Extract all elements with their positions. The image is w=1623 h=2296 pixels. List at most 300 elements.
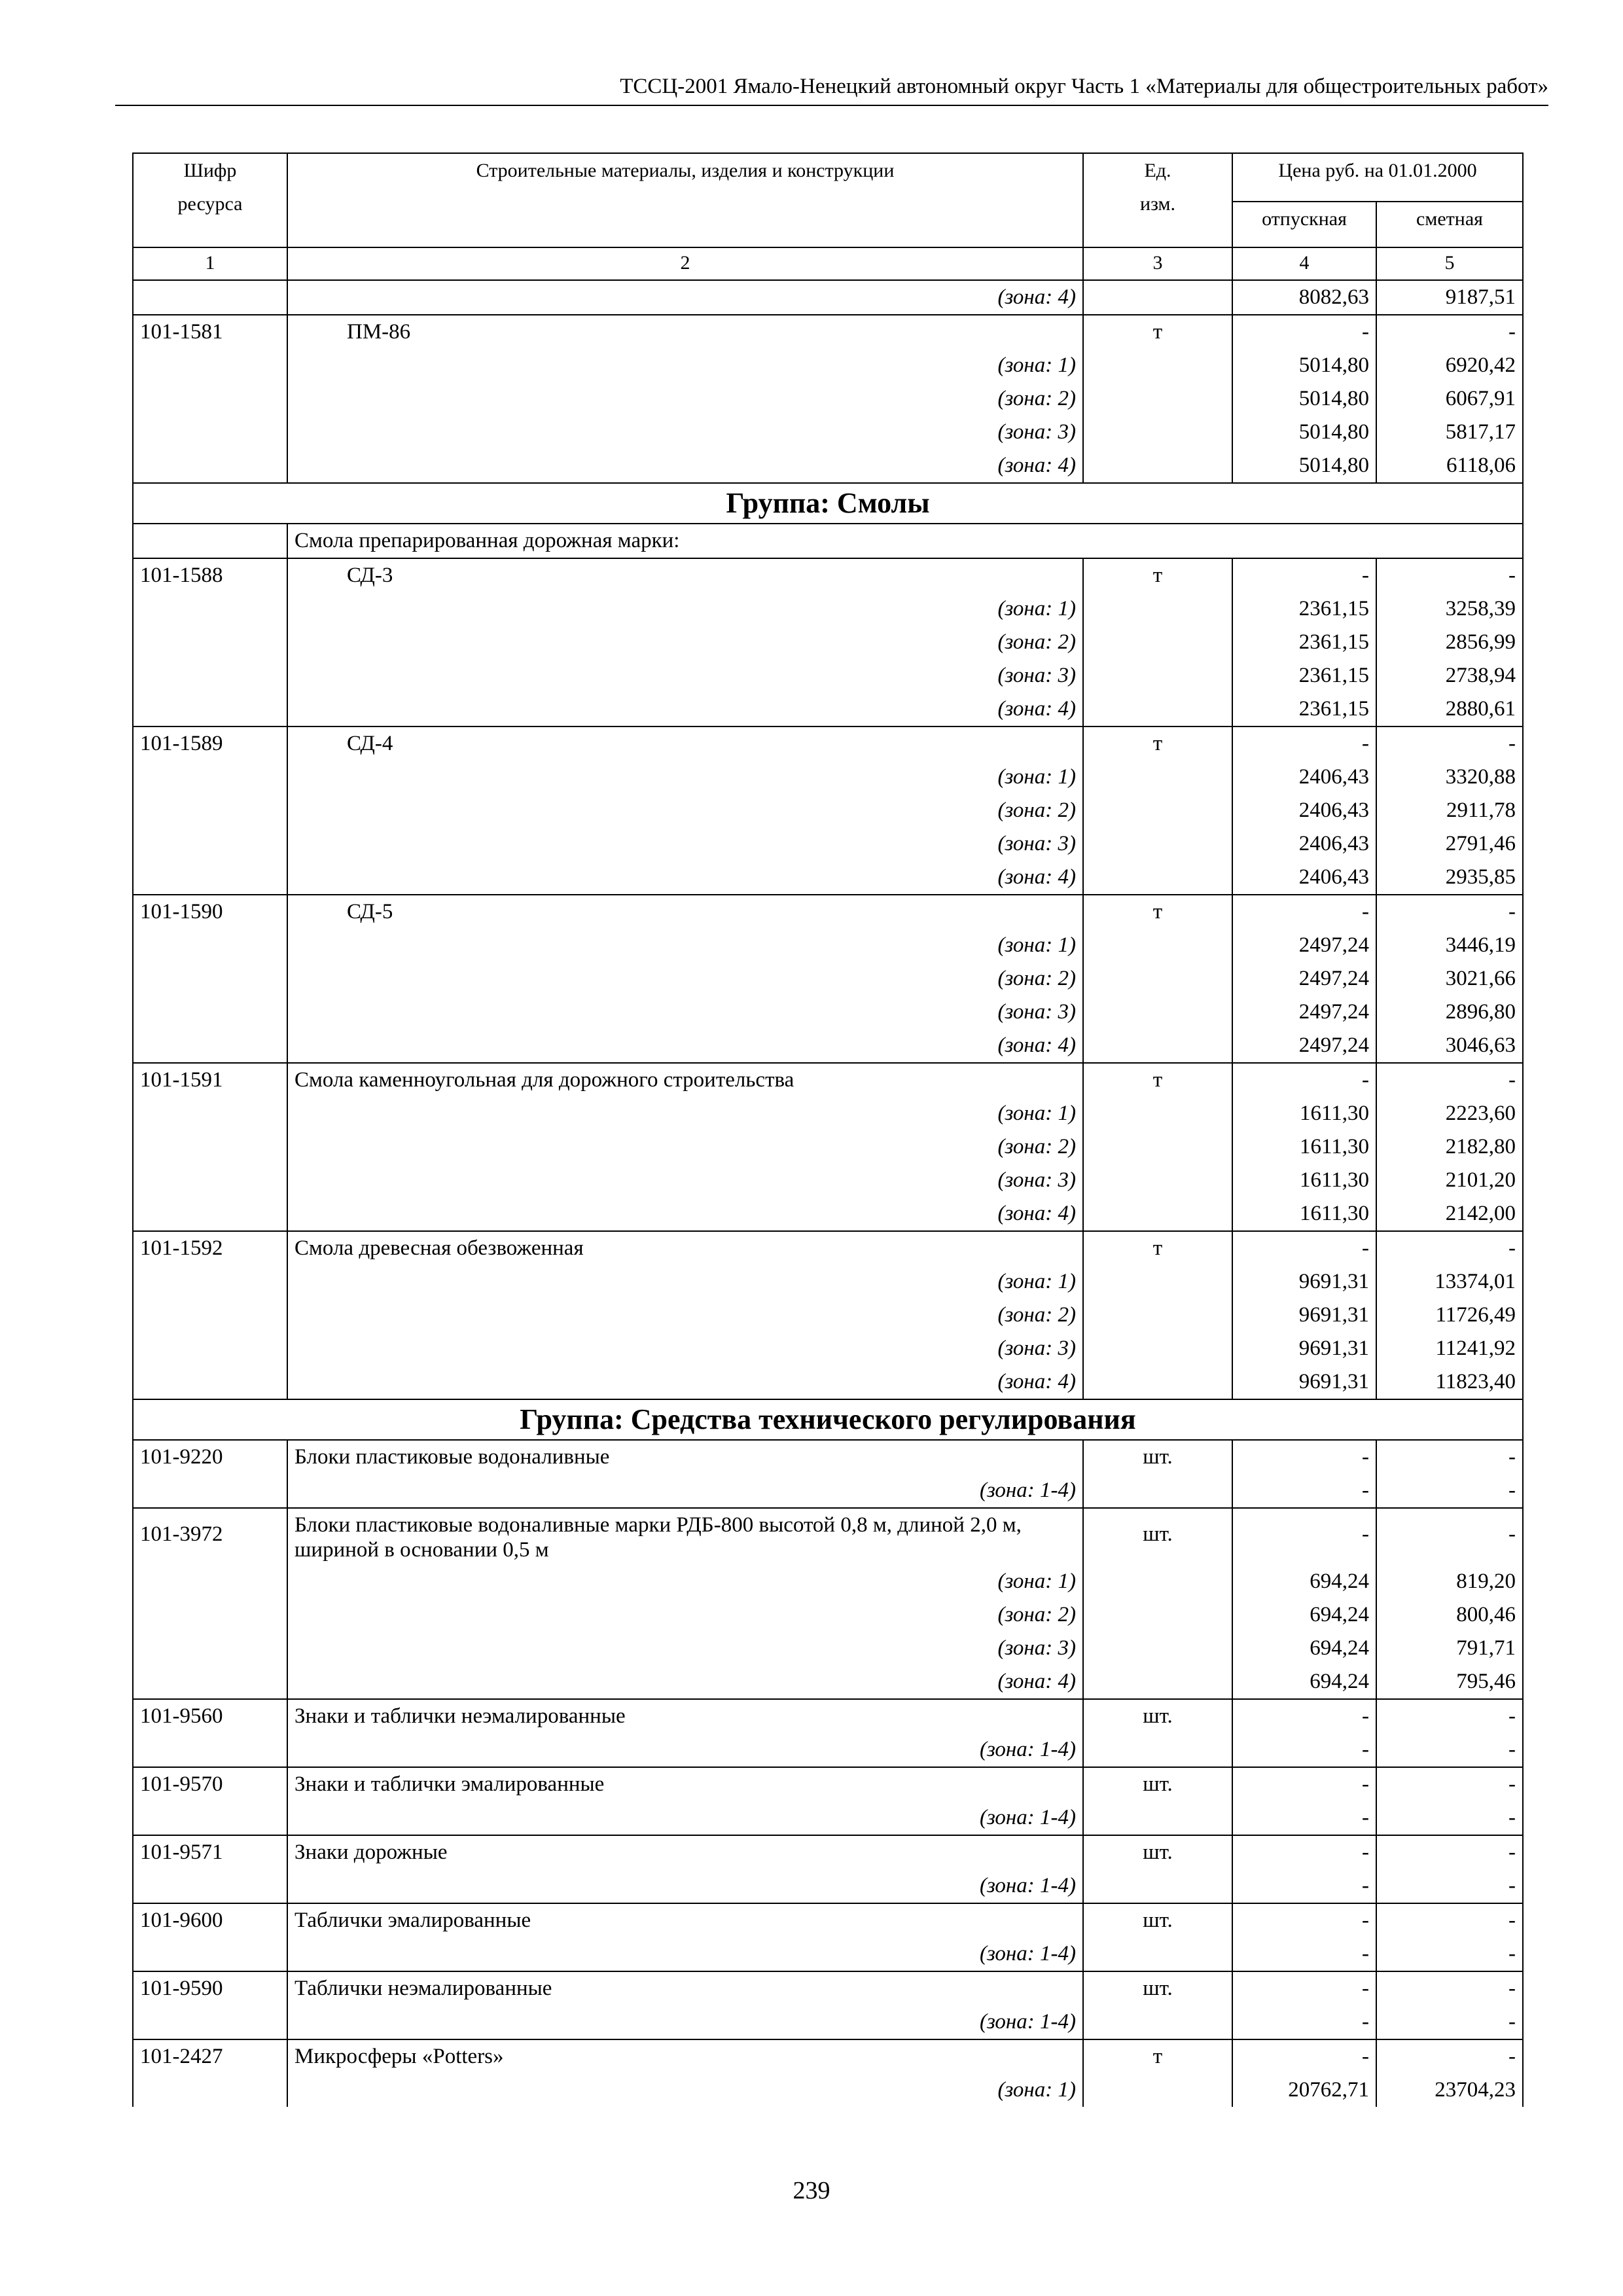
material-name	[287, 726, 1083, 761]
resource-code	[133, 2073, 287, 2107]
resource-code	[133, 1097, 287, 1130]
zone-label: (зона: 1)	[287, 592, 1083, 626]
estimate-price: 3320,88	[1376, 761, 1523, 794]
estimate-price: 3021,66	[1376, 962, 1523, 996]
unit	[1083, 962, 1232, 996]
resource-code	[133, 827, 287, 861]
release-price: 8082,63	[1232, 280, 1376, 315]
unit: т	[1083, 895, 1232, 929]
unit	[1083, 1029, 1232, 1063]
material-name	[287, 558, 1083, 592]
zone-label: (зона: 1-4)	[287, 1801, 1083, 1835]
table-row	[133, 1903, 1523, 1937]
unit	[1083, 1299, 1232, 1332]
estimate-price: 6920,42	[1376, 349, 1523, 382]
unit	[1083, 692, 1232, 726]
zone-row	[133, 1598, 1523, 1632]
zone-row	[133, 1869, 1523, 1903]
resource-code	[133, 1332, 287, 1365]
resource-code	[133, 1197, 287, 1231]
resource-code	[133, 1164, 287, 1197]
material-name: Знаки и таблички эмалированные	[287, 1767, 1083, 1801]
estimate-price: 819,20	[1376, 1565, 1523, 1598]
release-price: 2361,15	[1232, 592, 1376, 626]
release-price: 2361,15	[1232, 692, 1376, 726]
release-price: -	[1232, 1869, 1376, 1903]
material-name	[287, 895, 1083, 929]
release-price: 694,24	[1232, 1665, 1376, 1699]
zone-label: (зона: 1-4)	[287, 2005, 1083, 2039]
unit	[1083, 1265, 1232, 1299]
group-heading-row	[133, 1399, 1523, 1440]
unit: шт.	[1083, 1440, 1232, 1474]
col-header-estimate-price: сметная	[1376, 202, 1523, 247]
unit	[1083, 1801, 1232, 1835]
estimate-price: -	[1376, 1508, 1523, 1565]
zone-label: (зона: 2)	[287, 1598, 1083, 1632]
unit	[1083, 1937, 1232, 1971]
resource-code: 101-9220	[133, 1440, 287, 1474]
unit: т	[1083, 726, 1232, 761]
release-price: -	[1232, 558, 1376, 592]
unit	[1083, 1665, 1232, 1699]
zone-row	[133, 1632, 1523, 1665]
material-name: Блоки пластиковые водоналивные	[287, 1440, 1083, 1474]
unit	[1083, 592, 1232, 626]
estimate-price: -	[1376, 895, 1523, 929]
unit	[1083, 416, 1232, 449]
release-price: 2361,15	[1232, 626, 1376, 659]
zone-label: (зона: 2)	[287, 1299, 1083, 1332]
resource-code: 101-9560	[133, 1699, 287, 1733]
col-number: 2	[287, 247, 1083, 280]
release-price: -	[1232, 2005, 1376, 2039]
zone-row	[133, 1164, 1523, 1197]
estimate-price: 13374,01	[1376, 1265, 1523, 1299]
zone-row	[133, 349, 1523, 382]
release-price: -	[1232, 1835, 1376, 1869]
col-header-price: Цена руб. на 01.01.2000	[1232, 153, 1523, 202]
unit	[1083, 794, 1232, 827]
unit	[1083, 827, 1232, 861]
material-name: Смола каменноугольная для дорожного строительства	[287, 1063, 1083, 1097]
table-row	[133, 1971, 1523, 2005]
unit: т	[1083, 2039, 1232, 2073]
release-price: 2406,43	[1232, 761, 1376, 794]
zone-label: (зона: 2)	[287, 382, 1083, 416]
zone-row	[133, 827, 1523, 861]
resource-code	[133, 1474, 287, 1508]
estimate-price: -	[1376, 1440, 1523, 1474]
release-price: 9691,31	[1232, 1299, 1376, 1332]
zone-label: (зона: 1-4)	[287, 1869, 1083, 1903]
resource-code	[133, 1869, 287, 1903]
release-price: -	[1232, 1937, 1376, 1971]
col-number: 3	[1083, 247, 1232, 280]
release-price: 5014,80	[1232, 449, 1376, 483]
table-row	[133, 1440, 1523, 1474]
material-name-text: СД-3	[347, 564, 393, 587]
estimate-price: -	[1376, 2005, 1523, 2039]
release-price: -	[1232, 1733, 1376, 1767]
resource-code	[133, 416, 287, 449]
resource-code: 101-1581	[133, 315, 287, 349]
unit: т	[1083, 558, 1232, 592]
estimate-price: 2791,46	[1376, 827, 1523, 861]
zone-label: (зона: 1)	[287, 2073, 1083, 2107]
col-header-code: Шифр ресурса	[133, 153, 287, 247]
resource-code	[133, 349, 287, 382]
zone-label: (зона: 4)	[287, 1665, 1083, 1699]
unit	[1083, 382, 1232, 416]
release-price: 694,24	[1232, 1632, 1376, 1665]
resource-code	[133, 861, 287, 895]
resource-code	[133, 1937, 287, 1971]
release-price: 1611,30	[1232, 1097, 1376, 1130]
zone-row	[133, 416, 1523, 449]
col-number: 4	[1232, 247, 1376, 280]
zone-label: (зона: 4)	[287, 449, 1083, 483]
resource-code: 101-2427	[133, 2039, 287, 2073]
table-row	[133, 1767, 1523, 1801]
resource-code	[133, 1265, 287, 1299]
unit	[1083, 1733, 1232, 1767]
release-price: -	[1232, 1440, 1376, 1474]
resource-code	[133, 1733, 287, 1767]
estimate-price: 2880,61	[1376, 692, 1523, 726]
estimate-price: 795,46	[1376, 1665, 1523, 1699]
zone-label: (зона: 2)	[287, 1130, 1083, 1164]
page-number: 239	[793, 2177, 830, 2204]
release-price: 2497,24	[1232, 962, 1376, 996]
resource-code	[133, 1130, 287, 1164]
table-row	[133, 1699, 1523, 1733]
estimate-price: -	[1376, 1835, 1523, 1869]
table-row	[133, 2039, 1523, 2073]
unit: шт.	[1083, 1835, 1232, 1869]
material-name: Смола древесная обезвоженная	[287, 1231, 1083, 1265]
zone-row	[133, 1733, 1523, 1767]
group-heading: Группа: Средства технического регулирования	[133, 1399, 1523, 1440]
resource-code	[133, 1565, 287, 1598]
zone-label: (зона: 3)	[287, 659, 1083, 692]
unit	[1083, 659, 1232, 692]
unit	[1083, 349, 1232, 382]
resource-code	[133, 2005, 287, 2039]
release-price: 1611,30	[1232, 1130, 1376, 1164]
estimate-price: -	[1376, 1699, 1523, 1733]
release-price: 2497,24	[1232, 929, 1376, 962]
col-number: 5	[1376, 247, 1523, 280]
resource-code	[133, 1299, 287, 1332]
material-name: Знаки дорожные	[287, 1835, 1083, 1869]
estimate-price: -	[1376, 1767, 1523, 1801]
estimate-price: 2738,94	[1376, 659, 1523, 692]
resource-code	[133, 1801, 287, 1835]
table-row	[133, 315, 1523, 349]
col-header-release-price: отпускная	[1232, 202, 1376, 247]
unit	[1083, 996, 1232, 1029]
material-name: Блоки пластиковые водоналивные марки РДБ-800 высотой 0,8 м, длиной 2,0 м, шириной в основании 0,5 м	[287, 1508, 1083, 1565]
col-header-unit: Ед. изм.	[1083, 153, 1232, 247]
estimate-price: 5817,17	[1376, 416, 1523, 449]
release-price: 5014,80	[1232, 382, 1376, 416]
resource-code	[133, 962, 287, 996]
material-name-text: СД-5	[347, 900, 393, 924]
material-name	[287, 315, 1083, 349]
release-price: 2406,43	[1232, 827, 1376, 861]
resource-code	[133, 592, 287, 626]
estimate-price: -	[1376, 1801, 1523, 1835]
table-row	[133, 1835, 1523, 1869]
release-price: 2406,43	[1232, 794, 1376, 827]
zone-row	[133, 1365, 1523, 1399]
release-price: -	[1232, 726, 1376, 761]
resource-code	[133, 1632, 287, 1665]
estimate-price: 9187,51	[1376, 280, 1523, 315]
resource-code	[133, 692, 287, 726]
release-price: -	[1232, 1231, 1376, 1265]
resource-code	[133, 794, 287, 827]
resource-code: 101-1589	[133, 726, 287, 761]
zone-label: (зона: 1)	[287, 1265, 1083, 1299]
estimate-price: -	[1376, 2039, 1523, 2073]
estimate-price: 2856,99	[1376, 626, 1523, 659]
zone-row	[133, 2005, 1523, 2039]
estimate-price: 23704,23	[1376, 2073, 1523, 2107]
estimate-price: 11241,92	[1376, 1332, 1523, 1365]
estimate-price: 800,46	[1376, 1598, 1523, 1632]
zone-row	[133, 2073, 1523, 2107]
table-row	[133, 558, 1523, 592]
unit: шт.	[1083, 1767, 1232, 1801]
release-price: 694,24	[1232, 1565, 1376, 1598]
zone-label: (зона: 2)	[287, 962, 1083, 996]
release-price: 1611,30	[1232, 1164, 1376, 1197]
release-price: -	[1232, 1767, 1376, 1801]
estimate-price: -	[1376, 1937, 1523, 1971]
zone-row	[133, 1299, 1523, 1332]
unit: шт.	[1083, 1699, 1232, 1733]
resource-code: 101-1588	[133, 558, 287, 592]
group-heading-row	[133, 483, 1523, 524]
zone-row	[133, 1801, 1523, 1835]
col-header-name: Строительные материалы, изделия и конструкции	[287, 153, 1083, 247]
zone-label: (зона: 1)	[287, 1097, 1083, 1130]
unit	[1083, 861, 1232, 895]
table-row	[133, 1508, 1523, 1565]
unit	[1083, 449, 1232, 483]
estimate-price: 6118,06	[1376, 449, 1523, 483]
unit: шт.	[1083, 1971, 1232, 2005]
unit	[1083, 1332, 1232, 1365]
release-price: 5014,80	[1232, 416, 1376, 449]
unit	[1083, 1474, 1232, 1508]
resource-code	[133, 1029, 287, 1063]
unit: т	[1083, 315, 1232, 349]
zone-row	[133, 1937, 1523, 1971]
estimate-price: 11726,49	[1376, 1299, 1523, 1332]
release-price: 1611,30	[1232, 1197, 1376, 1231]
subheading: Смола препарированная дорожная марки:	[287, 524, 1523, 558]
zone-label: (зона: 1)	[287, 349, 1083, 382]
material-name: Таблички эмалированные	[287, 1903, 1083, 1937]
table-row	[133, 726, 1523, 761]
unit: т	[1083, 1063, 1232, 1097]
unit: шт.	[1083, 1903, 1232, 1937]
zone-row	[133, 659, 1523, 692]
resource-code	[133, 382, 287, 416]
resource-code	[133, 1598, 287, 1632]
resource-code: 101-1590	[133, 895, 287, 929]
estimate-price: 2935,85	[1376, 861, 1523, 895]
release-price: 9691,31	[1232, 1332, 1376, 1365]
estimate-price: -	[1376, 1063, 1523, 1097]
table-row	[133, 1231, 1523, 1265]
resource-code: 101-9600	[133, 1903, 287, 1937]
estimate-price: -	[1376, 315, 1523, 349]
release-price: -	[1232, 895, 1376, 929]
estimate-price: -	[1376, 726, 1523, 761]
zone-row	[133, 1474, 1523, 1508]
unit	[1083, 1164, 1232, 1197]
zone-label: (зона: 4)	[287, 861, 1083, 895]
zone-row	[133, 794, 1523, 827]
unit	[1083, 280, 1232, 315]
release-price: -	[1232, 1971, 1376, 2005]
unit	[1083, 1197, 1232, 1231]
zone-row	[133, 449, 1523, 483]
zone-row	[133, 626, 1523, 659]
zone-label: (зона: 4)	[287, 1197, 1083, 1231]
estimate-price: -	[1376, 1903, 1523, 1937]
zone-label: (зона: 2)	[287, 794, 1083, 827]
zone-label: (зона: 3)	[287, 827, 1083, 861]
estimate-price: 2182,80	[1376, 1130, 1523, 1164]
estimate-price: 6067,91	[1376, 382, 1523, 416]
unit	[1083, 1565, 1232, 1598]
zone-label: (зона: 1)	[287, 929, 1083, 962]
zone-label: (зона: 1)	[287, 1565, 1083, 1598]
zone-row	[133, 929, 1523, 962]
zone-label: (зона: 1-4)	[287, 1937, 1083, 1971]
zone-label: (зона: 3)	[287, 996, 1083, 1029]
unit	[1083, 929, 1232, 962]
material-name: Знаки и таблички неэмалированные	[287, 1699, 1083, 1733]
zone-label: (зона: 4)	[287, 692, 1083, 726]
resource-code	[133, 1665, 287, 1699]
zone-row	[133, 1265, 1523, 1299]
estimate-price: -	[1376, 1869, 1523, 1903]
resource-code	[133, 996, 287, 1029]
zone-label: (зона: 1-4)	[287, 1733, 1083, 1767]
material-name-text: ПМ-86	[347, 320, 411, 344]
release-price: 2497,24	[1232, 1029, 1376, 1063]
zone-row	[133, 692, 1523, 726]
release-price: 2361,15	[1232, 659, 1376, 692]
table-row	[133, 1063, 1523, 1097]
unit	[1083, 626, 1232, 659]
resource-code: 101-9590	[133, 1971, 287, 2005]
unit	[1083, 1130, 1232, 1164]
zone-label: (зона: 2)	[287, 626, 1083, 659]
unit	[1083, 1632, 1232, 1665]
zone-row	[133, 382, 1523, 416]
estimate-price: -	[1376, 1971, 1523, 2005]
estimate-price: -	[1376, 1231, 1523, 1265]
release-price: -	[1232, 1699, 1376, 1733]
release-price: -	[1232, 1508, 1376, 1565]
zone-row	[133, 1665, 1523, 1699]
zone-label: (зона: 3)	[287, 1332, 1083, 1365]
resource-code: 101-1591	[133, 1063, 287, 1097]
zone-label: (зона: 4)	[287, 1365, 1083, 1399]
zone-label: (зона: 4)	[287, 280, 1083, 315]
release-price: -	[1232, 2039, 1376, 2073]
zone-row	[133, 280, 1523, 315]
zone-row	[133, 996, 1523, 1029]
material-name-text: СД-4	[347, 732, 393, 755]
unit	[1083, 1097, 1232, 1130]
estimate-price: 3446,19	[1376, 929, 1523, 962]
resource-code: 101-9570	[133, 1767, 287, 1801]
zone-row	[133, 761, 1523, 794]
zone-row	[133, 592, 1523, 626]
estimate-price: 2142,00	[1376, 1197, 1523, 1231]
zone-label: (зона: 3)	[287, 1632, 1083, 1665]
price-table	[132, 152, 1524, 2107]
zone-row	[133, 1097, 1523, 1130]
zone-label: (зона: 1)	[287, 761, 1083, 794]
release-price: 2497,24	[1232, 996, 1376, 1029]
zone-label: (зона: 1-4)	[287, 1474, 1083, 1508]
unit	[1083, 1365, 1232, 1399]
release-price: 694,24	[1232, 1598, 1376, 1632]
estimate-price: -	[1376, 1474, 1523, 1508]
zone-label: (зона: 3)	[287, 416, 1083, 449]
resource-code	[133, 280, 287, 315]
release-price: -	[1232, 1063, 1376, 1097]
group-heading: Группа: Смолы	[133, 483, 1523, 524]
table-body	[133, 280, 1523, 2107]
material-name: Таблички неэмалированные	[287, 1971, 1083, 2005]
col-number: 1	[133, 247, 287, 280]
zone-row	[133, 861, 1523, 895]
zone-row	[133, 1565, 1523, 1598]
release-price: -	[1232, 1903, 1376, 1937]
resource-code: 101-3972	[133, 1508, 287, 1565]
resource-code	[133, 449, 287, 483]
table-row	[133, 895, 1523, 929]
zone-label: (зона: 4)	[287, 1029, 1083, 1063]
unit	[1083, 1869, 1232, 1903]
zone-row	[133, 1332, 1523, 1365]
estimate-price: 2223,60	[1376, 1097, 1523, 1130]
resource-code	[133, 626, 287, 659]
zone-row	[133, 1197, 1523, 1231]
resource-code	[133, 929, 287, 962]
running-header: ТССЦ-2001 Ямало-Ненецкий автономный округ Часть 1 «Материалы для общестроительных работ»	[115, 71, 1548, 106]
unit: шт.	[1083, 1508, 1232, 1565]
estimate-price: -	[1376, 558, 1523, 592]
estimate-price: 3046,63	[1376, 1029, 1523, 1063]
resource-code: 101-9571	[133, 1835, 287, 1869]
unit	[1083, 761, 1232, 794]
zone-label: (зона: 3)	[287, 1164, 1083, 1197]
release-price: -	[1232, 1801, 1376, 1835]
zone-row	[133, 1130, 1523, 1164]
estimate-price: 2896,80	[1376, 996, 1523, 1029]
